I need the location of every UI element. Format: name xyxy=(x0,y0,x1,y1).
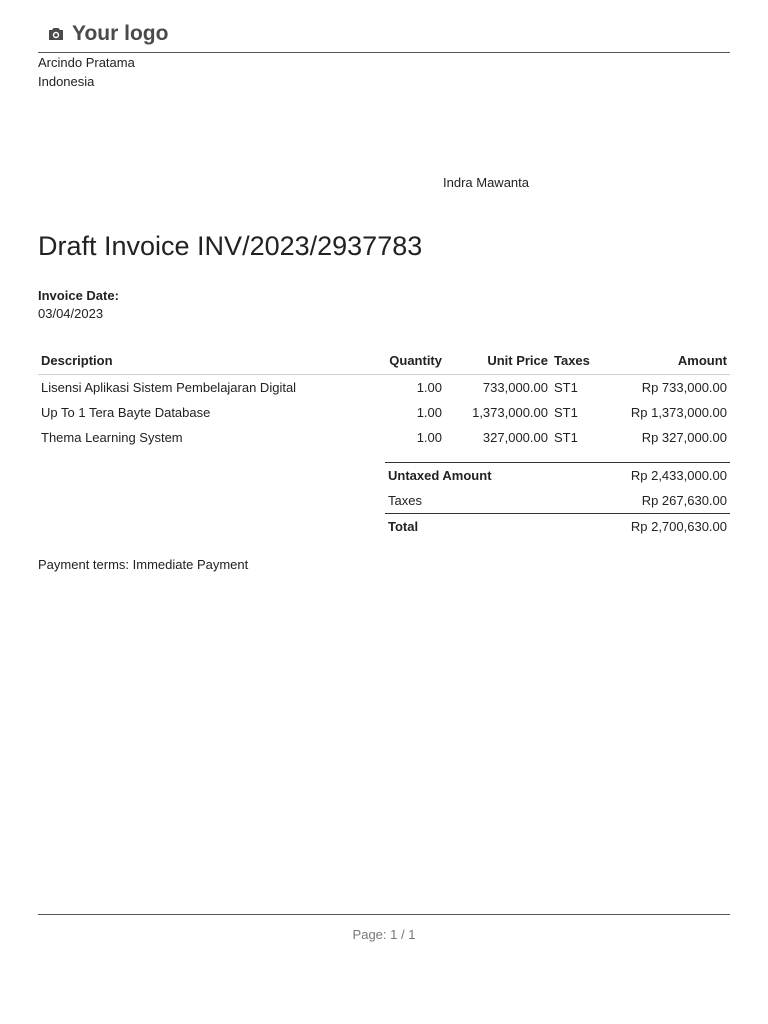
column-header-amount: Amount xyxy=(607,348,730,375)
table-row xyxy=(38,425,730,450)
line-unit-price: 733,000.00 xyxy=(482,380,548,395)
line-taxes: ST1 xyxy=(554,430,578,445)
table-header-row xyxy=(38,348,730,375)
line-unit-price: 327,000.00 xyxy=(482,430,548,445)
column-header-taxes: Taxes xyxy=(551,348,607,375)
invoice-lines-table xyxy=(38,348,730,450)
total-value: Rp 2,700,630.00 xyxy=(564,514,730,540)
column-header-unit-price: Unit Price xyxy=(445,348,551,375)
camera-icon xyxy=(46,24,66,44)
taxes-value: Rp 267,630.00 xyxy=(641,492,727,508)
payment-terms: Payment terms: Immediate Payment xyxy=(38,557,249,572)
line-amount: Rp 1,373,000.00 xyxy=(630,405,727,420)
line-quantity: 1.00 xyxy=(416,405,442,420)
untaxed-amount-value: Rp 2,433,000.00 xyxy=(564,463,730,489)
invoice-totals-table xyxy=(385,462,730,539)
table-row xyxy=(38,375,730,401)
company-country: Indonesia xyxy=(38,74,95,89)
taxes-label: Taxes xyxy=(388,492,422,508)
invoice-date-value: 03/04/2023 xyxy=(38,306,104,321)
column-header-description: Description xyxy=(38,348,384,375)
table-row xyxy=(38,400,730,425)
line-unit-price: 1,373,000.00 xyxy=(472,405,548,420)
line-taxes: ST1 xyxy=(554,380,578,395)
total-row xyxy=(385,514,730,540)
line-amount: Rp 327,000.00 xyxy=(641,430,727,445)
line-quantity: 1.00 xyxy=(416,380,442,395)
untaxed-amount-label: Untaxed Amount xyxy=(385,463,564,489)
line-taxes: ST1 xyxy=(554,405,578,420)
column-header-quantity: Quantity xyxy=(384,348,445,375)
line-description: Lisensi Aplikasi Sistem Pembelajaran Digital xyxy=(41,380,297,395)
page-number: Page: 1 / 1 xyxy=(352,927,416,942)
company-name: Arcindo Pratama xyxy=(38,55,135,70)
partner-name: Indra Mawanta xyxy=(443,175,529,190)
line-quantity: 1.00 xyxy=(416,430,442,445)
line-description: Thema Learning System xyxy=(41,430,183,445)
logo-text: Your logo xyxy=(72,22,169,45)
taxes-row xyxy=(385,488,730,514)
line-description: Up To 1 Tera Bayte Database xyxy=(41,405,211,420)
untaxed-amount-row xyxy=(385,463,730,489)
header-divider xyxy=(38,52,730,53)
invoice-date-label: Invoice Date: xyxy=(38,288,119,303)
company-address xyxy=(38,53,135,91)
footer-divider xyxy=(38,914,730,915)
line-amount: Rp 733,000.00 xyxy=(641,380,727,395)
total-label: Total xyxy=(385,514,564,540)
company-logo xyxy=(46,22,168,46)
invoice-title: Draft Invoice INV/2023/2937783 xyxy=(38,231,423,261)
